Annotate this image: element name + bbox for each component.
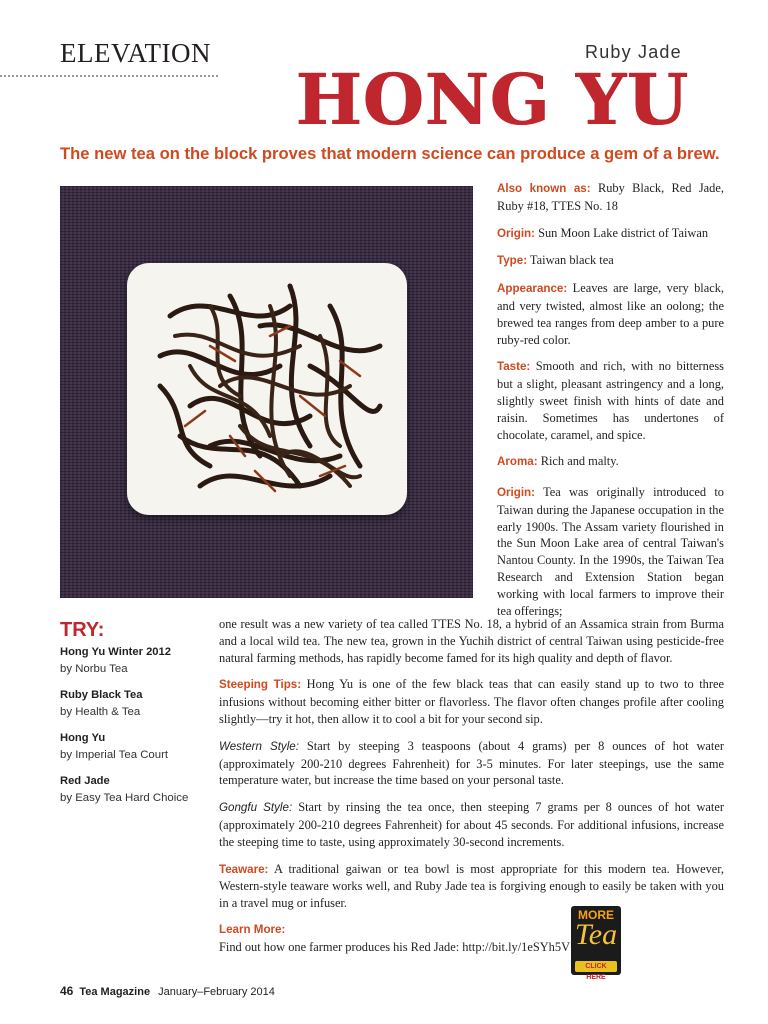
- article-body: [219, 616, 724, 956]
- try-item-vendor: by Imperial Tea Court: [60, 749, 169, 761]
- spec-label: Origin:: [497, 486, 535, 499]
- try-item-name: Ruby Black Tea: [60, 689, 143, 701]
- tea-alias: Ruby Jade: [585, 42, 682, 62]
- section-text: Start by rinsing the tea once, then steeping 7 grams per 8 ounces of hot water (approximately 200-210 degrees Fahrenheit) for about 45 seconds. For additional infusions, increase the steeping time to taste, using approximately 30-second increments.: [219, 800, 724, 849]
- more-tea-badge[interactable]: [571, 906, 621, 981]
- spec-label: Also known as:: [497, 182, 591, 195]
- dotted-divider: [0, 75, 218, 77]
- western-style: [219, 738, 724, 789]
- try-item-name: Red Jade: [60, 775, 110, 787]
- section-label: Teaware:: [219, 862, 269, 876]
- page-footer: [60, 984, 275, 998]
- gongfu-style: [219, 799, 724, 850]
- spec-text: Sun Moon Lake district of Taiwan: [535, 225, 709, 240]
- spec-label: Origin:: [497, 226, 535, 240]
- try-item: [60, 730, 210, 764]
- learn-more: [219, 922, 724, 956]
- issue-date: January–February 2014: [158, 986, 275, 998]
- spec-text: Taiwan black tea: [527, 253, 614, 268]
- try-item-vendor: by Health & Tea: [60, 706, 141, 718]
- article-title: HONG YU: [295, 58, 689, 141]
- tea-specs: [497, 180, 724, 481]
- tea-leaves-photo: [60, 186, 473, 598]
- spec-text: Rich and malty.: [537, 454, 619, 469]
- badge-more-text: MORE: [578, 908, 614, 922]
- spec-label: Type:: [497, 254, 528, 268]
- spec-text: Ruby Black, Red Jade, Ruby #18, TTES No. 18: [497, 181, 724, 213]
- try-item: [60, 644, 210, 678]
- try-item-name: Hong Yu: [60, 732, 106, 744]
- spec-type: [497, 252, 724, 270]
- article-subtitle: The new tea on the block proves that modern science can produce a gem of a brew.: [60, 144, 720, 163]
- spec-label: Aroma:: [497, 455, 538, 469]
- spec-also-known-as: [497, 180, 724, 215]
- section-label: Western Style:: [219, 739, 299, 753]
- learn-more-link[interactable]: Find out how one farmer produces his Red Jade: http://bit.ly/1eSYh5V: [219, 939, 571, 954]
- origin-history: [497, 484, 724, 619]
- section-title: ELEVATION: [60, 38, 211, 68]
- spec-label: Taste:: [497, 360, 531, 374]
- spec-aroma: [497, 453, 724, 471]
- section-text: Start by steeping 3 teaspoons (about 4 grams) per 8 ounces of hot water (approximately 200-210 degrees Fahrenheit) for 3-5 minutes. For later steepings, use the same temperature water, but increase the time based on your personal taste.: [219, 738, 724, 788]
- page-number: 46: [60, 984, 74, 998]
- spec-text: Smooth and rich, with no bitterness but a slight, pleasant astringency and a long, slightly sweet finish with hints of date and raisin. Sometimes has undertones of chocolate, caramel, and spice.: [497, 359, 724, 442]
- origin-history-continued: one result was a new variety of tea called TTES No. 18, a hybrid of an Assamica strain from Burma and a local wild tea. The new tea, grown in the Yuchih district of central Taiwan using pesticide-free natural farming methods, has rapidly become famed for its high quality and depth of flavor.: [219, 617, 724, 665]
- spec-text: Leaves are large, very black, and very twisted, almost like an oolong; the brewed tea ranges from deep amber to a pure ruby-red color.: [497, 281, 724, 347]
- tea-leaves-illustration: [60, 186, 473, 598]
- try-item-vendor: by Easy Tea Hard Choice: [60, 792, 189, 804]
- try-item: [60, 773, 210, 807]
- badge-click-here[interactable]: CLICK HERE: [575, 961, 617, 972]
- section-text: A traditional gaiwan or tea bowl is most appropriate for this modern tea. However, Western-style teaware works well, and Ruby Jade tea is forgiving enough to easily be taken with you in a travel mug or infuser.: [219, 861, 724, 911]
- section-label: Steeping Tips:: [219, 678, 302, 692]
- magazine-name: Tea Magazine: [79, 986, 151, 998]
- try-item: [60, 687, 210, 721]
- section-text: Hong Yu is one of the few black teas that can easily stand up to two to three infusions without becoming either bitter or flavorless. The flavor often changes profile after cooling slightly—try it hot, then allow it to cool a bit for your second sip.: [219, 677, 724, 726]
- try-sidebar: [60, 618, 210, 816]
- spec-appearance: [497, 280, 724, 348]
- badge-tea-text: Tea: [574, 918, 618, 951]
- try-heading: TRY:: [60, 619, 105, 641]
- try-item-name: Hong Yu Winter 2012: [60, 646, 171, 658]
- steeping-tips: [219, 676, 724, 727]
- spec-taste: [497, 358, 724, 443]
- learn-more-label: Learn More:: [219, 922, 286, 936]
- teaware: [219, 861, 724, 912]
- spec-label: Appearance:: [497, 282, 568, 296]
- spec-origin: [497, 225, 724, 243]
- try-item-vendor: by Norbu Tea: [60, 663, 128, 675]
- spec-text: Tea was originally introduced to Taiwan during the Japanese occupation in the early 1900s. The Assam variety flourished in the Sun Moon Lake area of central Taiwan's Nantou County. In the 1990s, the Taiwan Tea Research and Extension Station began working with local farmers to improve their tea offerings;: [497, 485, 724, 618]
- section-label: Gongfu Style:: [219, 801, 293, 815]
